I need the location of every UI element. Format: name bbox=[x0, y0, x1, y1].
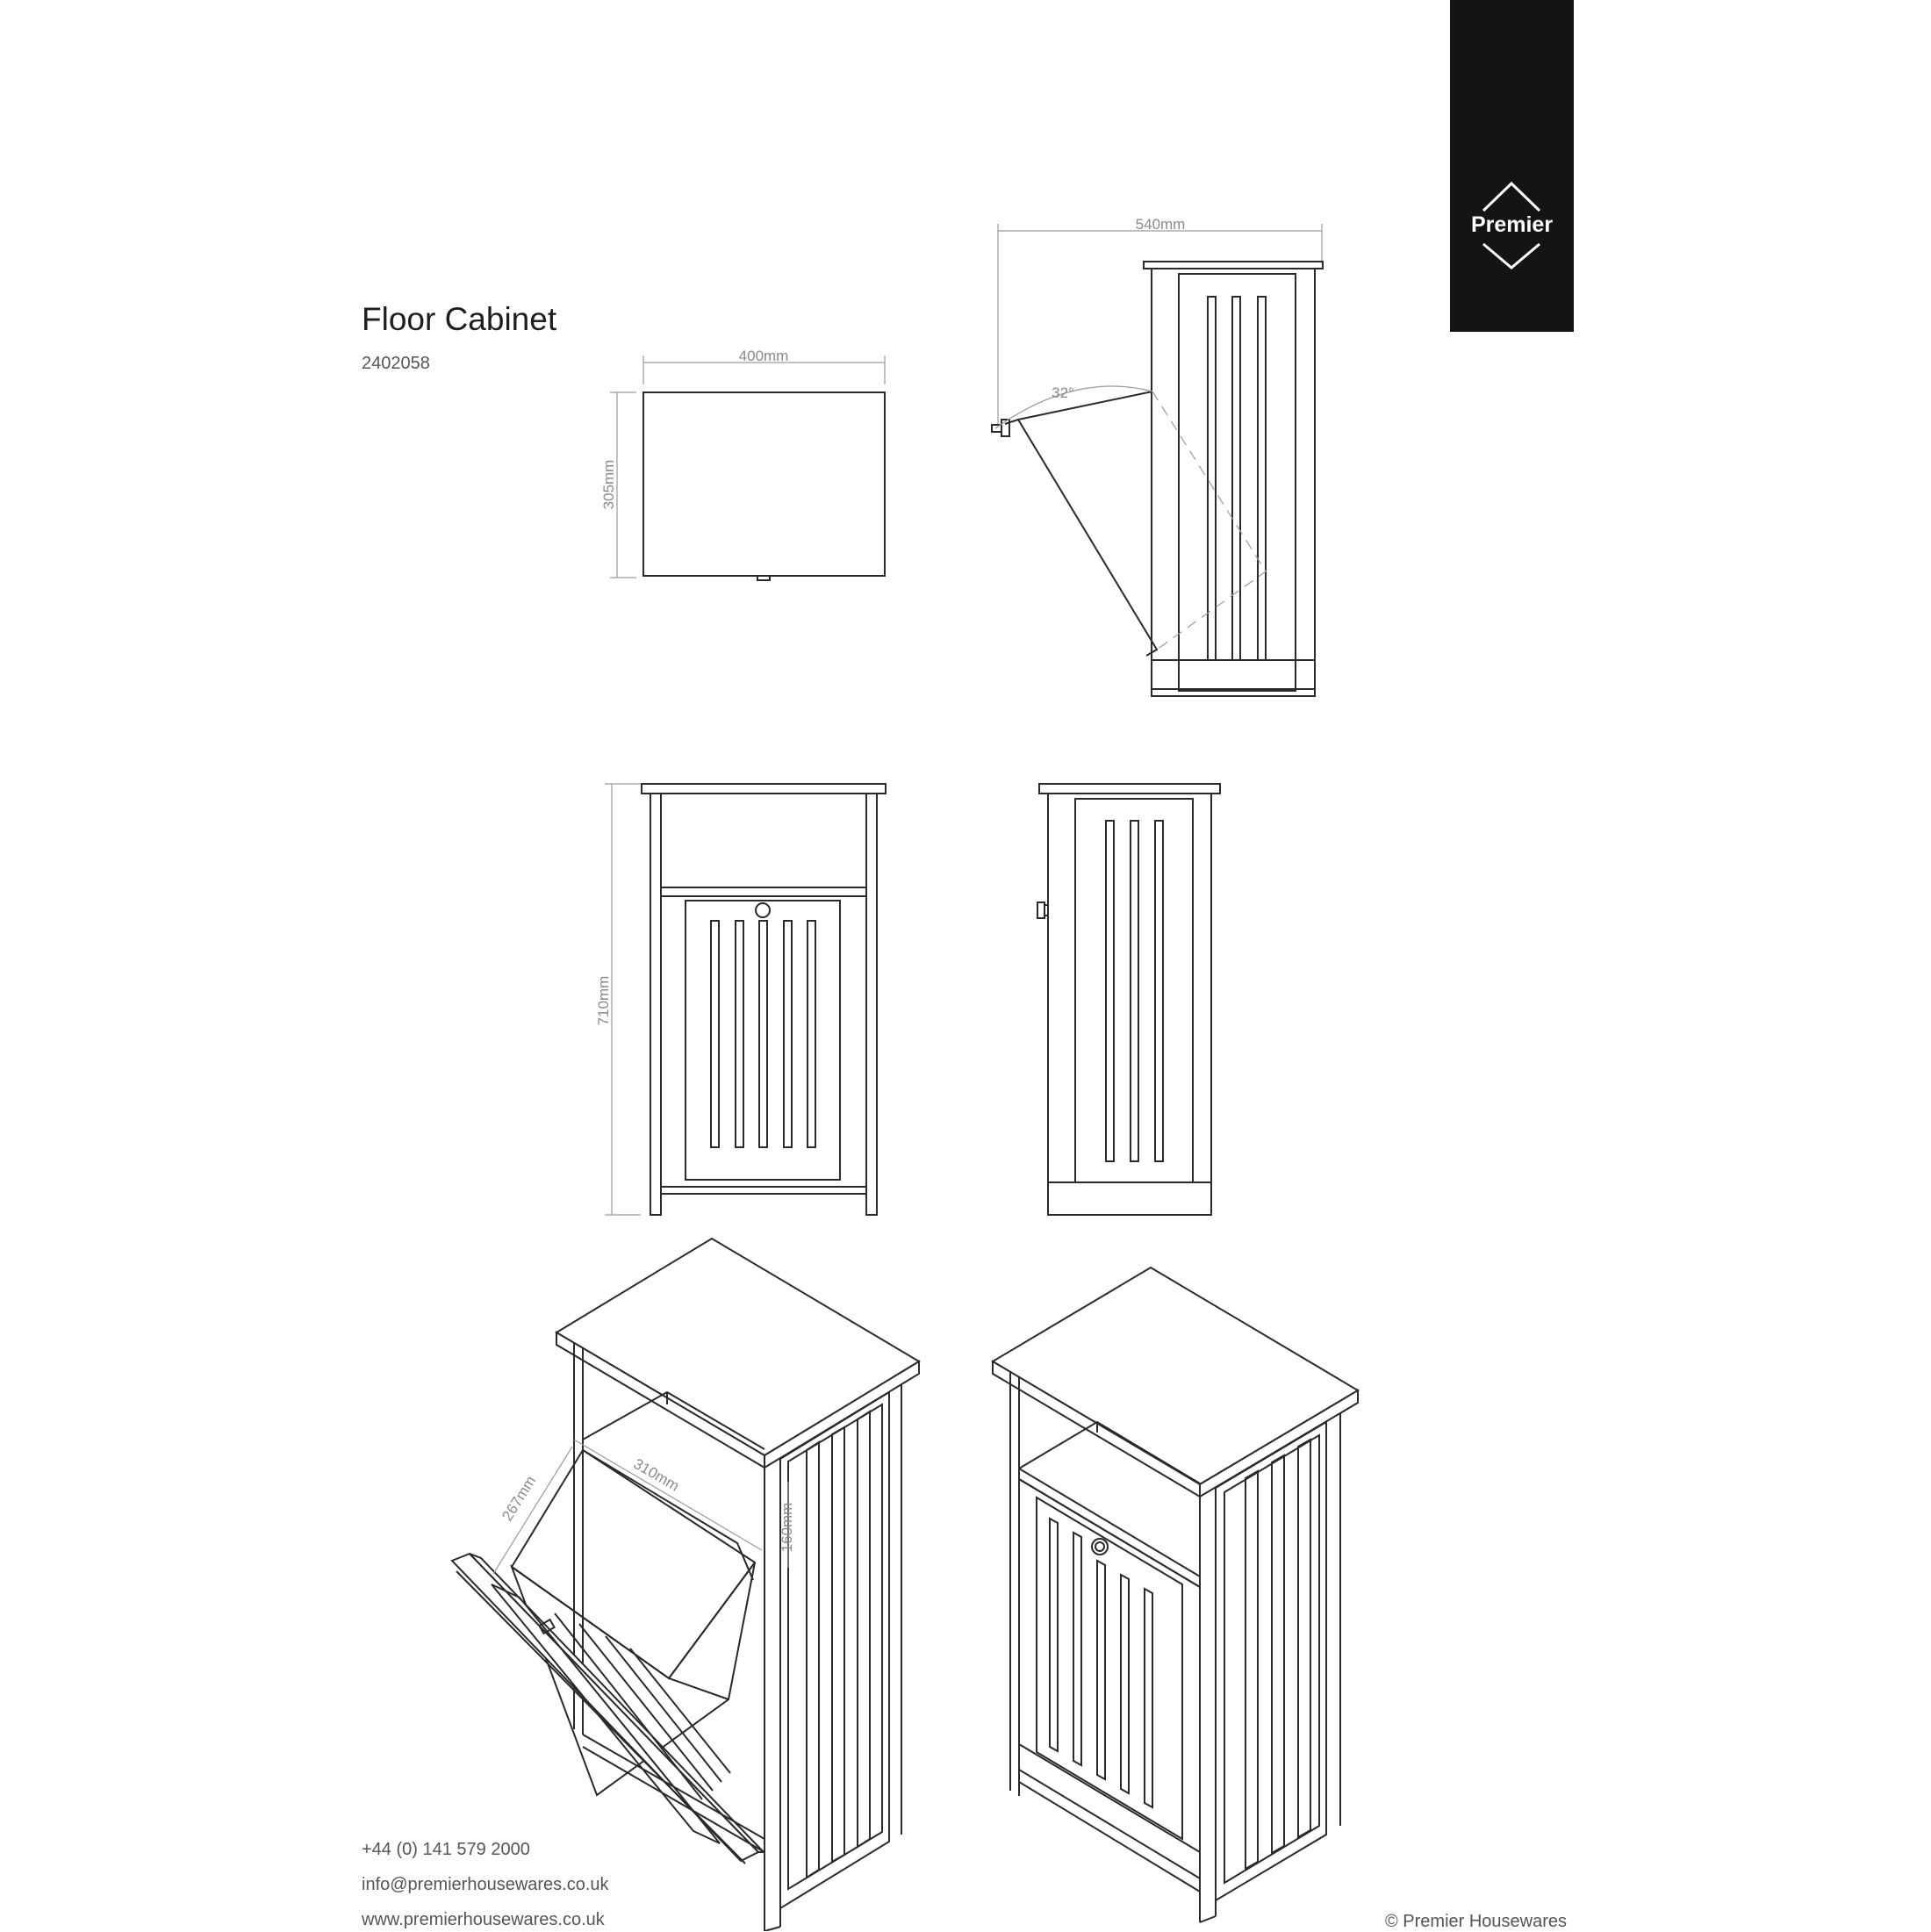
basket-width-label: 310mm bbox=[630, 1454, 683, 1495]
contact-website[interactable]: www.premierhousewares.co.uk bbox=[362, 1910, 605, 1929]
tilt-angle-label: 32° bbox=[1052, 384, 1074, 401]
iso-open-drawing bbox=[452, 1239, 919, 1931]
front-view-drawing bbox=[595, 784, 886, 1215]
basket-height-label: 160mm bbox=[779, 1502, 795, 1553]
contact-phone: +44 (0) 141 579 2000 bbox=[362, 1840, 530, 1859]
top-width-label: 400mm bbox=[738, 348, 789, 364]
contact-email[interactable]: info@premierhousewares.co.uk bbox=[362, 1875, 609, 1894]
iso-closed-drawing bbox=[993, 1268, 1358, 1922]
product-code: 2402058 bbox=[362, 354, 430, 373]
brand-name: Premier bbox=[1470, 212, 1554, 237]
copyright-notice: © Premier Housewares bbox=[1385, 1912, 1568, 1931]
open-width-label: 540mm bbox=[1135, 216, 1186, 233]
basket-depth-label: 267mm bbox=[499, 1473, 540, 1525]
top-depth-label: 305mm bbox=[600, 459, 617, 510]
top-view-drawing bbox=[600, 348, 885, 580]
product-title: Floor Cabinet bbox=[362, 301, 557, 337]
side-closed-view-drawing bbox=[1037, 784, 1220, 1215]
side-open-view-drawing bbox=[992, 216, 1323, 696]
height-label: 710mm bbox=[595, 975, 612, 1026]
